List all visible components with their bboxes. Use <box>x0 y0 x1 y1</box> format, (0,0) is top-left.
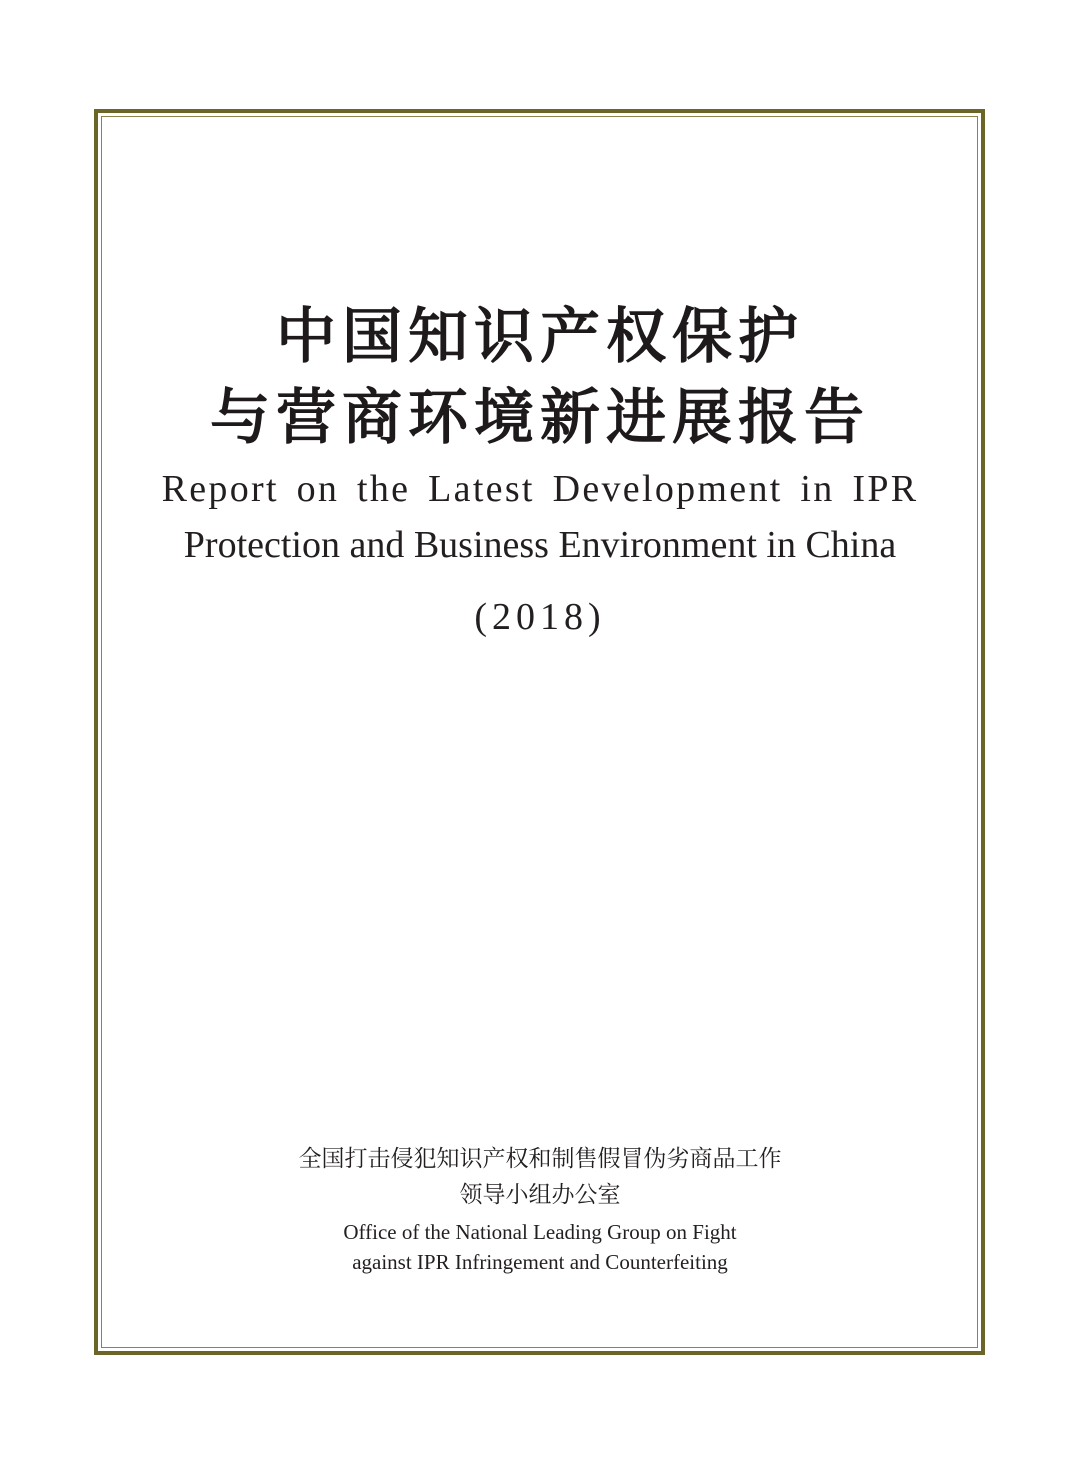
title-chinese-line-2: 与营商环境新进展报告 <box>210 383 870 453</box>
publisher-english-line-2: against IPR Infringement and Counterfeiting <box>352 1250 728 1274</box>
title-chinese-line-1: 中国知识产权保护 <box>276 302 804 372</box>
publisher-chinese-line-1: 全国打击侵犯知识产权和制售假冒伪劣商品工作 <box>298 1146 782 1172</box>
title-english-line-2: Protection and Business Environment in China <box>183 524 897 566</box>
publisher-english-line-1: Office of the National Leading Group on Fight <box>343 1220 737 1244</box>
report-year: (2018) <box>474 596 606 638</box>
publisher-chinese-line-2: 领导小组办公室 <box>459 1182 621 1208</box>
title-english-line-1: Report on the Latest Development in IPR <box>161 468 919 510</box>
